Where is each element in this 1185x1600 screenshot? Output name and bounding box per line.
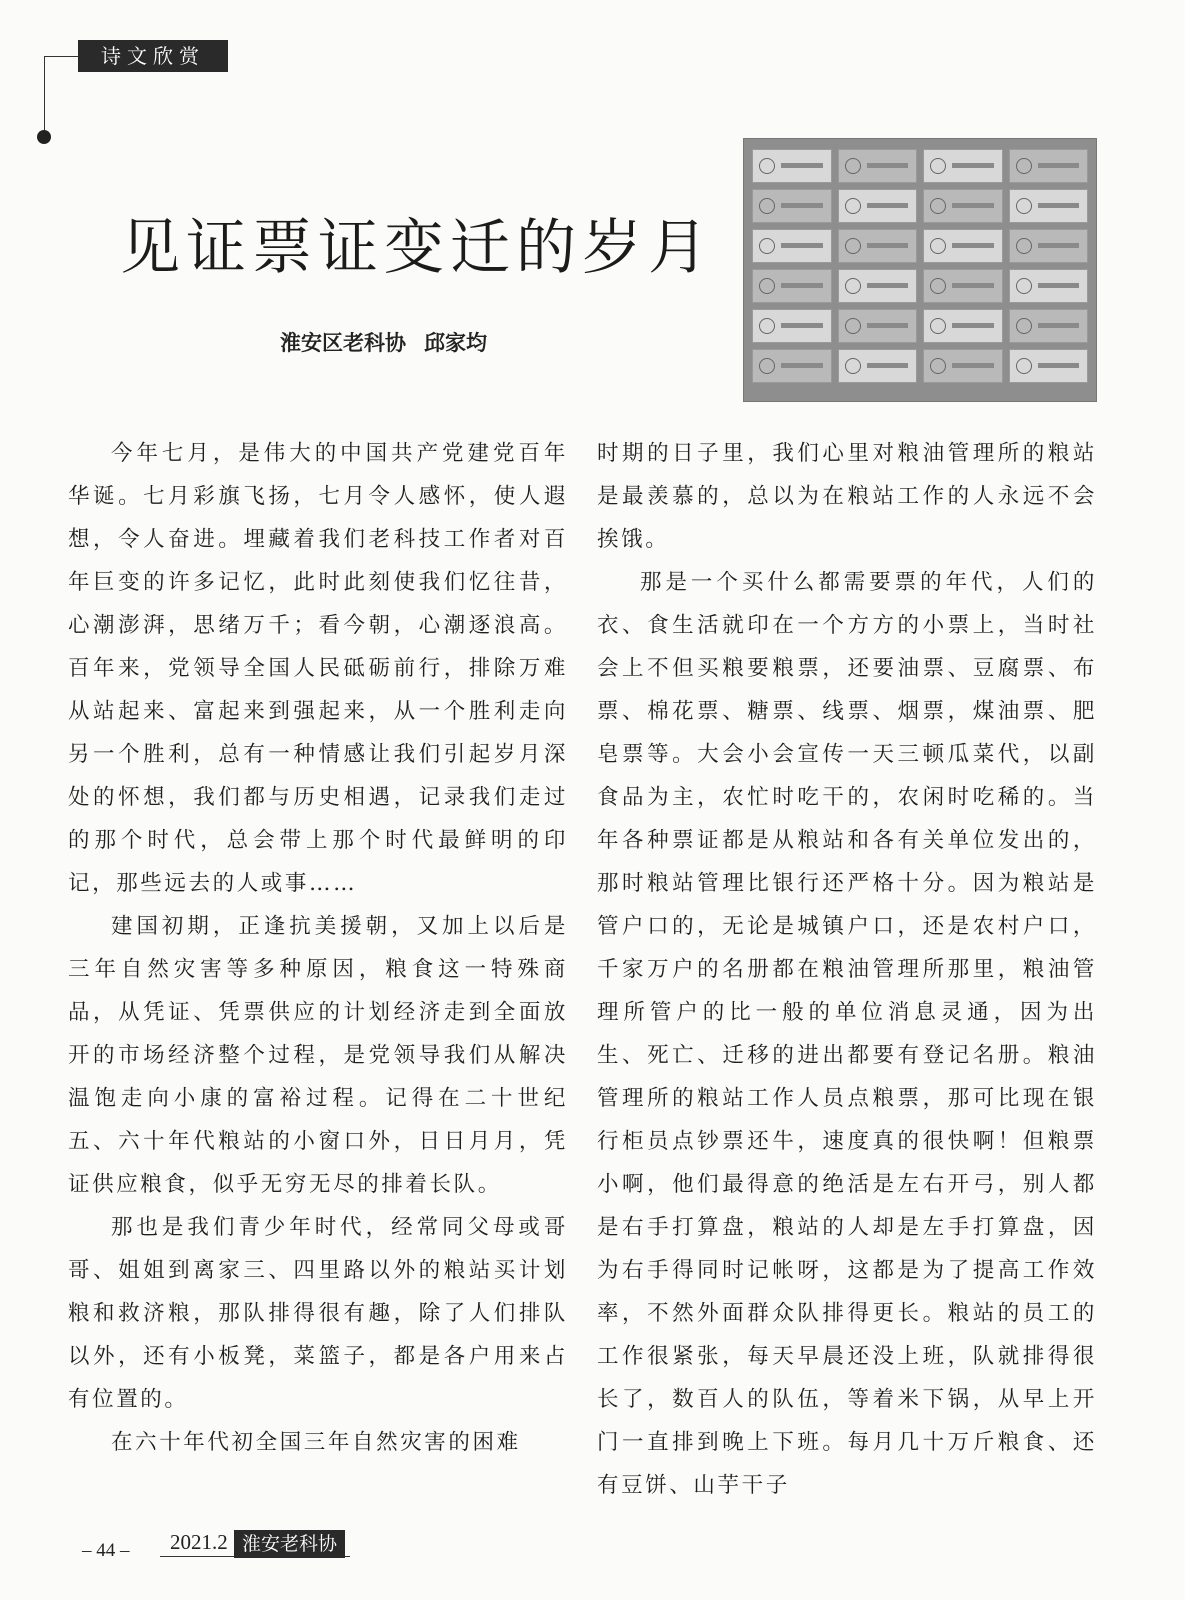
paragraph: 今年七月，是伟大的中国共产党建党百年华诞。七月彩旗飞扬，七月令人感怀，使人遐想，令人奋进。埋藏着我们老科技工作者对百年巨变的许多记忆，此时此刻使我们忆往昔，心潮澎湃，思绪万千；看今朝，心潮逐浪高。百年来，党领导全国人民砥砺前行，排除万难从站起来、富起来到强起来，从一个胜利走向另一个胜利，总有一种情感让我们引起岁月深处的怀想，我们都与历史相遇，记录我们走过的那个时代，总会带上那个时代最鲜明的印记，那些远去的人或事…… xyxy=(68,441,568,896)
coupon-image xyxy=(752,269,832,303)
paragraph: 建国初期，正逢抗美援朝，又加上以后是三年自然灾害等多种原因，粮食这一特殊商品，从凭证、凭票供应的计划经济走到全面放开的市场经济整个过程，是党领导我们从解决温饱走向小康的富裕过程。记得在二十世纪五、六十年代粮站的小窗口外，日日月月，凭证供应粮食，似乎无穷无尽的排着长队。 xyxy=(68,914,568,1197)
section-tag-dot xyxy=(37,130,51,144)
byline xyxy=(280,327,580,357)
section-tag: 诗文欣赏 xyxy=(78,40,228,72)
coupon-image xyxy=(838,229,918,263)
issue-date: 2021.2 xyxy=(170,1530,228,1554)
coupon-image xyxy=(1009,269,1089,303)
coupon-image xyxy=(838,309,918,343)
right-column xyxy=(597,432,1097,1507)
journal-name: 淮安老科协 xyxy=(234,1530,345,1558)
byline-author: 邱家均 xyxy=(424,331,487,355)
coupon-image xyxy=(752,349,832,383)
paragraph: 那是一个买什么都需要票的年代，人们的衣、食生活就印在一个方方的小票上，当时社会上不但买粮要粮票，还要油票、豆腐票、布票、棉花票、糖票、线票、烟票，煤油票、肥皂票等。大会小会宣传一天三顿瓜菜代，以副食品为主，农忙时吃干的，农闲时吃稀的。当年各种票证都是从粮站和各有关单位发出的，那时粮站管理比银行还严格十分。因为粮站是管户口的，无论是城镇户口，还是农村户口，千家万户的名册都在粮油管理所那里，粮油管理所管户的比一般的单位消息灵通，因为出生、死亡、迁移的进出都要有登记名册。粮油管理所的粮站工作人员点粮票，那可比现在银行柜员点钞票还牛，速度真的很快啊！但粮票小啊，他们最得意的绝活是左右开弓，别人都是右手打算盘，粮站的人却是左手打算盘，因为右手得同时记帐呀，这都是为了提高工作效率，不然外面群众队排得更长。粮站的员工的工作很紧张，每天早晨还没上班，队就排得很长了，数百人的队伍，等着米下锅，从早上开门一直排到晚上下班。每月几十万斤粮食、还有豆饼、山芋干子 xyxy=(597,570,1097,1498)
coupon-image xyxy=(752,189,832,223)
page-number: – 44 – xyxy=(82,1540,130,1561)
coupon-image xyxy=(838,149,918,183)
section-tag-rule-vertical xyxy=(44,56,45,136)
coupon-image xyxy=(923,149,1003,183)
coupon-image xyxy=(838,269,918,303)
coupon-image xyxy=(838,189,918,223)
coupon-image xyxy=(1009,229,1089,263)
coupon-image xyxy=(838,349,918,383)
paragraph: 那也是我们青少年时代，经常同父母或哥哥、姐姐到离家三、四里路以外的粮站买计划粮和救济粮，那队排得很有趣，除了人们排队以外，还有小板凳，菜篮子，都是各户用来占有位置的。 xyxy=(68,1215,568,1412)
coupon-image xyxy=(752,229,832,263)
paragraph-continued: 时期的日子里，我们心里对粮油管理所的粮站是最羡慕的，总以为在粮站工作的人永远不会挨饿。 xyxy=(597,441,1097,552)
coupon-image xyxy=(923,349,1003,383)
section-tag-rule-horizontal xyxy=(44,56,80,57)
coupon-image xyxy=(923,229,1003,263)
paragraph: 在六十年代初全国三年自然灾害的困难 xyxy=(111,1430,521,1455)
coupon-image xyxy=(1009,149,1089,183)
coupon-image xyxy=(1009,189,1089,223)
coupon-image xyxy=(1009,309,1089,343)
coupon-image xyxy=(923,189,1003,223)
byline-organization: 淮安区老科协 xyxy=(280,331,406,355)
coupon-image xyxy=(1009,349,1089,383)
coupon-image xyxy=(923,309,1003,343)
coupon-image xyxy=(752,309,832,343)
ration-coupons-photo xyxy=(743,138,1097,402)
coupon-image xyxy=(923,269,1003,303)
left-column xyxy=(68,432,568,1464)
coupon-image xyxy=(752,149,832,183)
article-title: 见证票证变迁的岁月 xyxy=(120,213,714,283)
